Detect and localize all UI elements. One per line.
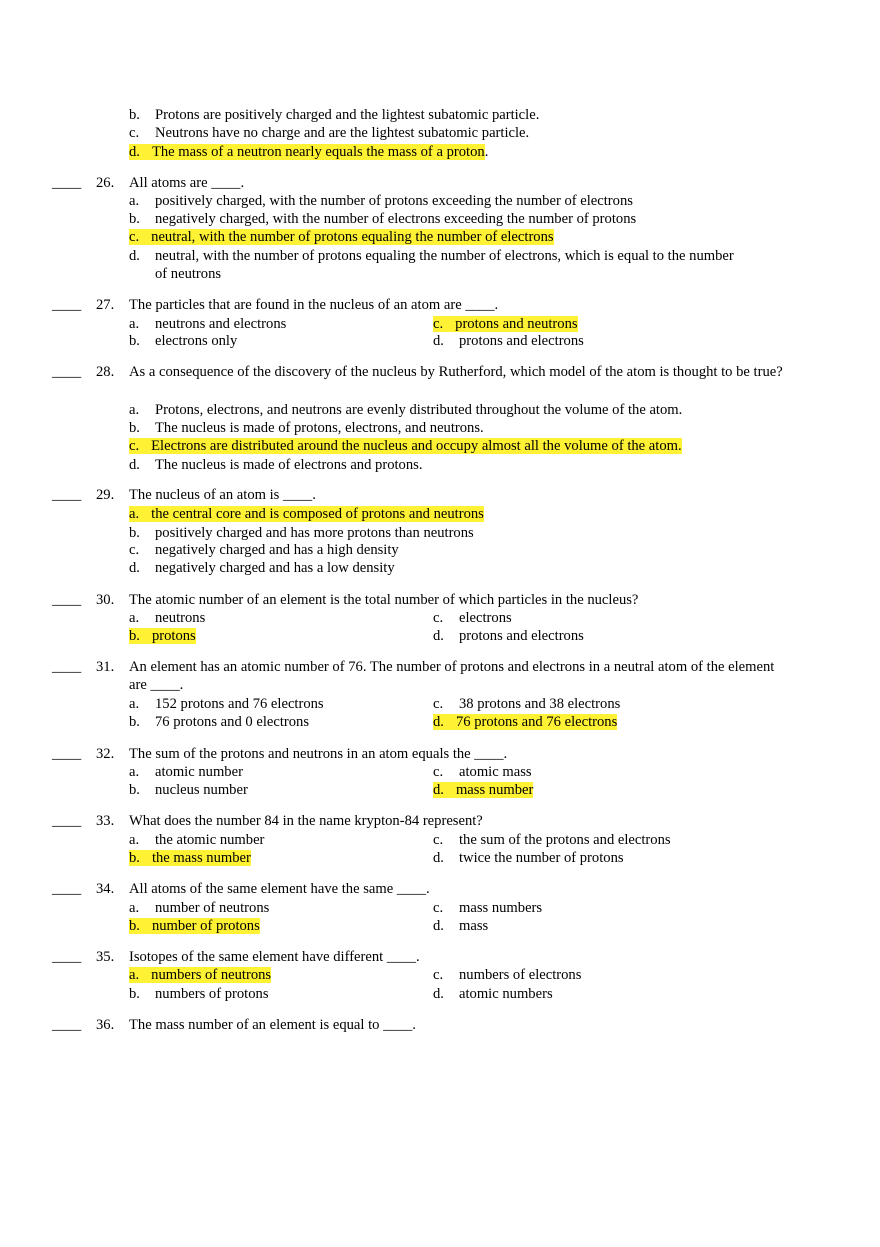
option-letter: b. [129, 525, 140, 541]
option-text: the central core and is composed of protons and neutrons [139, 506, 484, 522]
option-text: 76 protons and 0 electrons [155, 714, 310, 730]
question-stem: All atoms are ____. [129, 175, 245, 191]
option-text: numbers of neutrons [139, 967, 271, 983]
correct-answer-highlight [129, 228, 554, 246]
option-letter: c. [129, 438, 140, 454]
option-letter: b. [129, 714, 140, 730]
option-letter: c. [129, 125, 140, 141]
option-text: 76 protons and 76 electrons [444, 714, 617, 730]
option-text: Protons are positively charged and the lightest subatomic particle. [155, 107, 540, 123]
answer-blank: ____ [52, 949, 82, 965]
answer-blank: ____ [52, 881, 82, 897]
option-text: mass number [444, 782, 533, 798]
option-letter: b. [129, 918, 140, 934]
answer-blank: ____ [52, 592, 82, 608]
answer-blank: ____ [52, 175, 82, 191]
answer-blank: ____ [52, 1017, 82, 1033]
option-text: 152 protons and 76 electrons [155, 696, 324, 712]
question-number: 36. [96, 1017, 115, 1033]
option-letter: a. [129, 402, 140, 418]
correct-answer-highlight [129, 627, 196, 645]
option-letter: b. [129, 782, 140, 798]
question-number: 33. [96, 813, 115, 829]
option-letter: a. [129, 610, 140, 626]
option-text: 38 protons and 38 electrons [459, 696, 621, 712]
option-text: atomic mass [459, 764, 532, 780]
option-letter: b. [129, 107, 140, 123]
option-text: The nucleus is made of electrons and protons. [155, 457, 423, 473]
option-letter: c. [433, 316, 444, 332]
option-text: Protons, electrons, and neutrons are evenly distributed throughout the volume of the atom. [155, 402, 683, 418]
option-text: number of neutrons [155, 900, 270, 916]
option-letter: d. [433, 628, 444, 644]
question-number: 31. [96, 659, 115, 675]
option-text: protons [140, 628, 196, 644]
question-number: 32. [96, 746, 115, 762]
option-letter: a. [129, 316, 140, 332]
option-letter: b. [129, 211, 140, 227]
option-letter: c. [433, 900, 444, 916]
option-letter: a. [129, 193, 140, 209]
option-letter: d. [129, 560, 140, 576]
option-letter: b. [129, 986, 140, 1002]
question-stem: The particles that are found in the nucleus of an atom are ____. [129, 297, 499, 313]
option-text: electrons only [155, 333, 238, 349]
option-letter: d. [433, 986, 444, 1002]
option-letter: c. [433, 610, 444, 626]
option-text: positively charged, with the number of protons exceeding the number of electrons [155, 193, 633, 209]
question-stem: All atoms of the same element have the same ____. [129, 881, 430, 897]
question-stem: As a consequence of the discovery of the nucleus by Rutherford, which model of the atom is thought to be true? [129, 364, 783, 380]
option-text: protons and neutrons [443, 316, 577, 332]
option-text: the atomic number [155, 832, 265, 848]
question-stem: Isotopes of the same element have different ____. [129, 949, 420, 965]
correct-answer-highlight [433, 713, 617, 731]
option-text: negatively charged and has a high density [155, 542, 399, 558]
option-text: the sum of the protons and electrons [459, 832, 671, 848]
option-letter: c. [433, 764, 444, 780]
question-number: 29. [96, 487, 115, 503]
option-text: the mass number [140, 850, 251, 866]
correct-answer-highlight [433, 315, 578, 333]
answer-blank: ____ [52, 487, 82, 503]
question-number: 34. [96, 881, 115, 897]
correct-answer-highlight [129, 143, 488, 161]
option-suffix: . [484, 144, 489, 160]
option-text: Electrons are distributed around the nucleus and occupy almost all the volume of the atom. [139, 438, 682, 454]
option-letter: c. [129, 229, 140, 245]
answer-blank: ____ [52, 297, 82, 313]
option-letter: c. [433, 696, 444, 712]
option-letter: a. [129, 696, 140, 712]
option-text: negatively charged, with the number of electrons exceeding the number of protons [155, 211, 637, 227]
option-letter: a. [129, 506, 140, 522]
option-letter: a. [129, 764, 140, 780]
option-letter: b. [129, 850, 140, 866]
correct-answer-highlight [129, 849, 251, 867]
option-text: The mass of a neutron nearly equals the mass of a proton [140, 144, 485, 160]
question-number: 30. [96, 592, 115, 608]
option-text: neutral, with the number of protons equaling the number of electrons [139, 229, 553, 245]
question-number: 27. [96, 297, 115, 313]
question-stem: The sum of the protons and neutrons in an atom equals the ____. [129, 746, 508, 762]
option-letter: c. [129, 542, 140, 558]
option-letter: d. [129, 144, 140, 160]
correct-answer-highlight [129, 917, 260, 935]
option-text: negatively charged and has a low density [155, 560, 395, 576]
option-text: atomic number [155, 764, 243, 780]
option-text: nucleus number [155, 782, 248, 798]
option-text: atomic numbers [459, 986, 553, 1002]
option-text: Neutrons have no charge and are the lightest subatomic particle. [155, 125, 530, 141]
option-text: neutrons and electrons [155, 316, 287, 332]
option-text: neutrons [155, 610, 206, 626]
option-letter: c. [433, 967, 444, 983]
question-stem: An element has an atomic number of 76. The number of protons and electrons in a neutral atom of the element are ____. [129, 659, 775, 693]
answer-blank: ____ [52, 813, 82, 829]
option-letter: d. [433, 782, 444, 798]
correct-answer-highlight [129, 437, 682, 455]
option-text: numbers of electrons [459, 967, 582, 983]
question-number: 28. [96, 364, 115, 380]
option-text: twice the number of protons [459, 850, 624, 866]
option-text: number of protons [140, 918, 260, 934]
answer-blank: ____ [52, 659, 82, 675]
question-stem: The nucleus of an atom is ____. [129, 487, 316, 503]
option-text: numbers of protons [155, 986, 269, 1002]
option-letter: d. [129, 248, 140, 264]
correct-answer-highlight [129, 966, 271, 984]
option-letter: b. [129, 628, 140, 644]
option-letter: d. [129, 457, 140, 473]
option-letter: c. [433, 832, 444, 848]
option-letter: d. [433, 714, 444, 730]
question-number: 26. [96, 175, 115, 191]
option-letter: d. [433, 918, 444, 934]
option-letter: a. [129, 900, 140, 916]
option-text: neutral, with the number of protons equaling the number of electrons, which is equal to the number of neutrons [155, 248, 734, 282]
option-text: electrons [459, 610, 512, 626]
question-stem: What does the number 84 in the name krypton-84 represent? [129, 813, 483, 829]
option-letter: a. [129, 967, 140, 983]
option-text: positively charged and has more protons than neutrons [155, 525, 474, 541]
option-letter: d. [433, 333, 444, 349]
option-letter: d. [433, 850, 444, 866]
question-stem: The mass number of an element is equal to ____. [129, 1017, 416, 1033]
option-text: mass [459, 918, 489, 934]
option-text: The nucleus is made of protons, electrons, and neutrons. [155, 420, 484, 436]
option-letter: b. [129, 333, 140, 349]
answer-blank: ____ [52, 746, 82, 762]
answer-blank: ____ [52, 364, 82, 380]
option-text: mass numbers [459, 900, 543, 916]
option-letter: a. [129, 832, 140, 848]
option-text: protons and electrons [459, 628, 584, 644]
correct-answer-highlight [129, 505, 484, 523]
correct-answer-highlight [433, 781, 533, 799]
option-text: protons and electrons [459, 333, 584, 349]
question-stem: The atomic number of an element is the total number of which particles in the nucleus? [129, 592, 639, 608]
question-number: 35. [96, 949, 115, 965]
option-letter: b. [129, 420, 140, 436]
